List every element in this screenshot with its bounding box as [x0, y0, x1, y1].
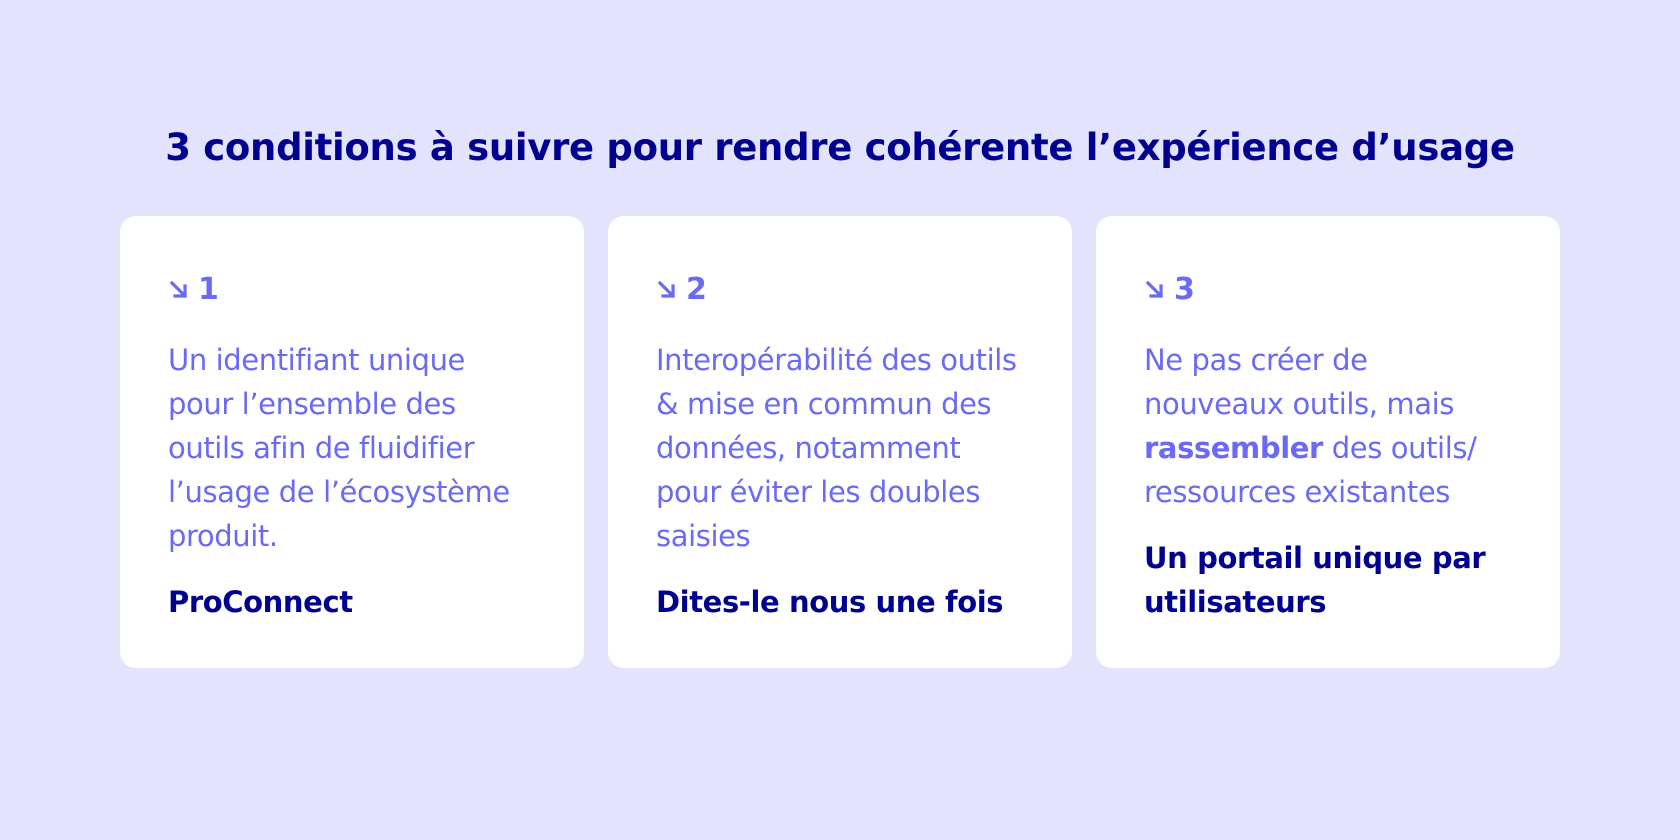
card-description: [1144, 338, 1512, 514]
card-text-part: Ne pas créer de nouveaux outils, mais: [1144, 343, 1454, 421]
card-description: Interopérabilité des outils & mise en commun des données, notamment pour éviter les doubles saisies: [656, 343, 1017, 553]
condition-card-2: [608, 216, 1072, 668]
card-product-name: ProConnect: [168, 585, 353, 619]
arrow-down-right-icon: [656, 279, 678, 301]
card-product-name: Dites-le nous une fois: [656, 585, 1004, 619]
card-number-3: [1144, 272, 1512, 308]
card-number-label: 1: [198, 272, 219, 307]
card-number-label: 2: [686, 272, 707, 307]
page-title: 3 conditions à suivre pour rendre cohérente l’expérience d’usage: [165, 126, 1515, 169]
card-product-name: Un portail unique par utilisateurs: [1144, 541, 1486, 619]
card-number-2: [656, 272, 1024, 308]
condition-card-3: [1096, 216, 1560, 668]
card-description: Un identifiant unique pour l’ensemble des outils afin de fluidifier l’usage de l’écosystème produit.: [168, 343, 510, 553]
conditions-cards: [120, 216, 1560, 668]
arrow-down-right-icon: [1144, 279, 1166, 301]
card-text-part: des outils/ ressources existantes: [1144, 431, 1477, 509]
card-number-1: [168, 272, 536, 308]
card-number-label: 3: [1174, 272, 1195, 307]
condition-card-1: [120, 216, 584, 668]
arrow-down-right-icon: [168, 279, 190, 301]
card-text-emphasis: rassembler: [1144, 431, 1323, 465]
